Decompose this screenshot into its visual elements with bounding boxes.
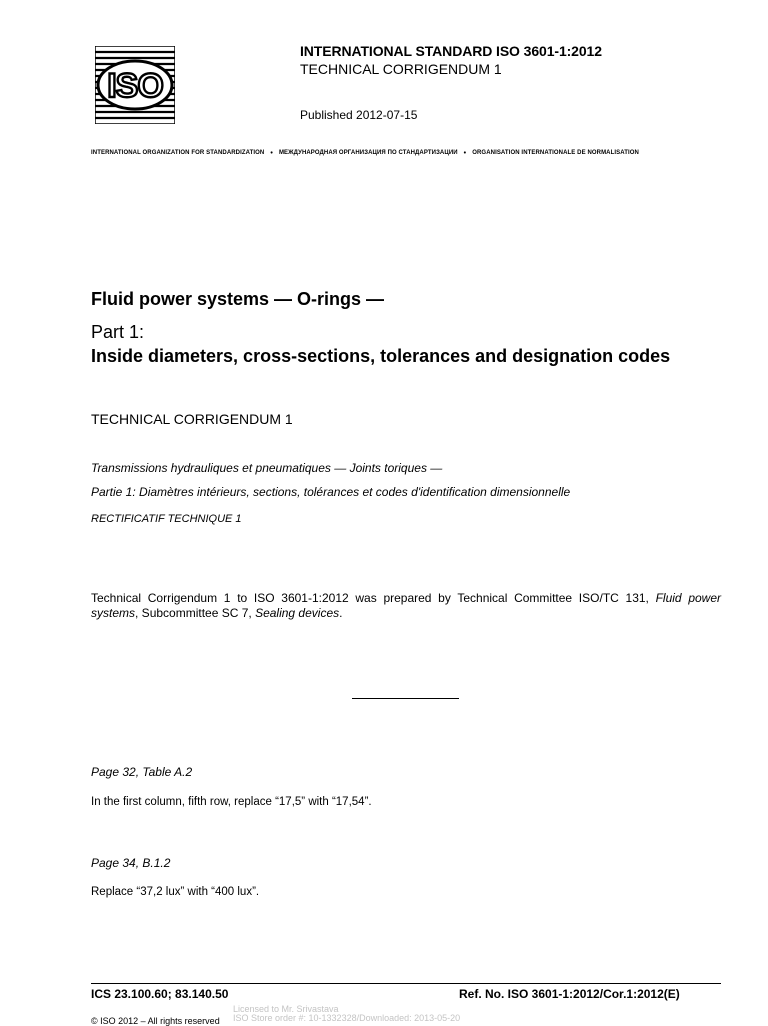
technical-corrigendum-label: TECHNICAL CORRIGENDUM 1	[91, 411, 293, 427]
correction-reference: Page 34, B.1.2	[91, 856, 171, 870]
org-name-french: ORGANISATION INTERNATIONALE DE NORMALISATION	[472, 150, 639, 156]
footer-rule	[91, 983, 721, 984]
org-name-russian: МЕЖДУНАРОДНАЯ ОРГАНИЗАЦИЯ ПО СТАНДАРТИЗАЦИИ	[278, 150, 458, 156]
correction-text: Replace “37,2 lux” with “400 lux”.	[91, 886, 260, 898]
section-divider	[352, 698, 459, 699]
reference-number: Ref. No. ISO 3601-1:2012/Cor.1:2012(E)	[459, 987, 680, 1001]
license-watermark: Licensed to Mr. Srivastava	[233, 1004, 339, 1014]
ics-codes: ICS 23.100.60; 83.140.50	[91, 987, 229, 1001]
copyright-notice: © ISO 2012 – All rights reserved	[91, 1016, 220, 1026]
intro-text: Technical Corrigendum 1 to ISO 3601-1:2012 was prepared by Technical Committee ISO/TC 131,	[91, 591, 656, 605]
french-rectificatif: RECTIFICATIF TECHNIQUE 1	[91, 513, 242, 525]
standard-title: INTERNATIONAL STANDARD ISO 3601-1:2012	[300, 43, 602, 59]
intro-text: .	[339, 606, 343, 620]
french-title: Transmissions hydrauliques et pneumatiques — Joints toriques —	[91, 461, 443, 475]
correction-reference: Page 32, Table A.2	[91, 765, 193, 779]
intro-subcommittee-name: Sealing devices	[255, 606, 340, 620]
part-label: Part 1:	[91, 322, 145, 342]
corrigendum-label: TECHNICAL CORRIGENDUM 1	[300, 61, 502, 77]
intro-paragraph	[91, 591, 721, 621]
iso-logo-text: ISO	[107, 67, 163, 105]
french-part-title: Partie 1: Diamètres intérieurs, sections, tolérances et codes d'identification dimensionnelle	[91, 485, 571, 499]
org-name-english: INTERNATIONAL ORGANIZATION FOR STANDARDIZATION	[91, 150, 265, 156]
intro-committee-name: Fluid power systems	[91, 591, 721, 620]
part-title: Inside diameters, cross-sections, tolerances and designation codes	[91, 346, 671, 366]
license-watermark: ISO Store order #: 10-1332328/Downloaded: 2013-05-20	[233, 1013, 461, 1023]
document-title: Fluid power systems — O-rings —	[91, 289, 385, 309]
published-date: Published 2012-07-15	[300, 108, 418, 122]
org-separator: •	[463, 149, 467, 157]
organization-line	[91, 148, 721, 158]
intro-text: , Subcommittee SC 7,	[135, 606, 256, 620]
correction-text: In the first column, fifth row, replace “17,5” with “17,54”.	[91, 796, 372, 808]
org-separator: •	[270, 149, 273, 157]
iso-logo	[95, 46, 175, 124]
